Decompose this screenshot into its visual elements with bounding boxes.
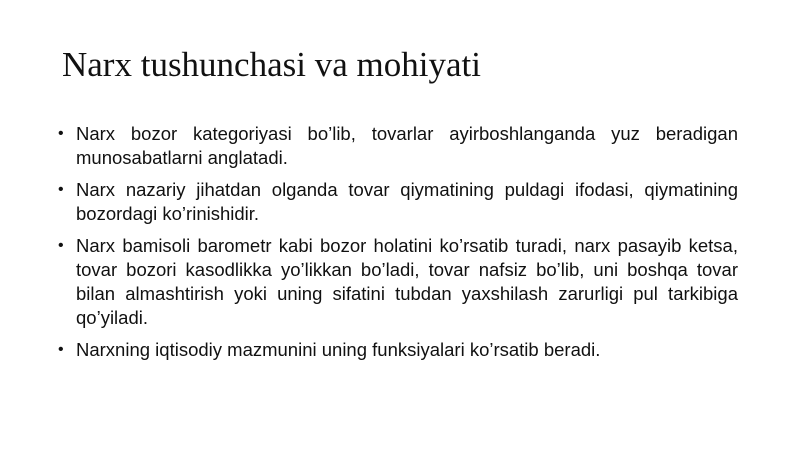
bullet-item <box>58 234 738 330</box>
bullet-text: Narx bamisoli barometr kabi bozor holatini ko’rsatib turadi, narx pasayib ketsa, tovar bozori kasodlikka yo’likkan bo’ladi, tovar nafsiz bo’lib, uni boshqa tovar bilan almashtirish yoki uning sifatini tubdan yaxshilash zarurligi pul tarkibiga qo’yiladi. <box>76 235 738 328</box>
bullet-icon: • <box>58 181 64 198</box>
bullet-text: Narx nazariy jihatdan olganda tovar qiymatining puldagi ifodasi, qiymatining bozordagi ko’rinishidir. <box>76 179 738 224</box>
bullet-list <box>58 122 738 370</box>
bullet-icon: • <box>58 237 64 254</box>
bullet-icon: • <box>58 125 64 142</box>
slide-title: Narx tushunchasi va mohiyati <box>62 45 481 84</box>
bullet-item <box>58 122 738 170</box>
bullet-text: Narx bozor kategoriyasi bo’lib, tovarlar ayirboshlanganda yuz beradigan munosabatlarni anglatadi. <box>76 123 738 168</box>
bullet-text: Narxning iqtisodiy mazmunini uning funksiyalari ko’rsatib beradi. <box>76 339 601 360</box>
bullet-item <box>58 178 738 226</box>
bullet-icon: • <box>58 341 64 358</box>
bullet-item <box>58 338 738 362</box>
